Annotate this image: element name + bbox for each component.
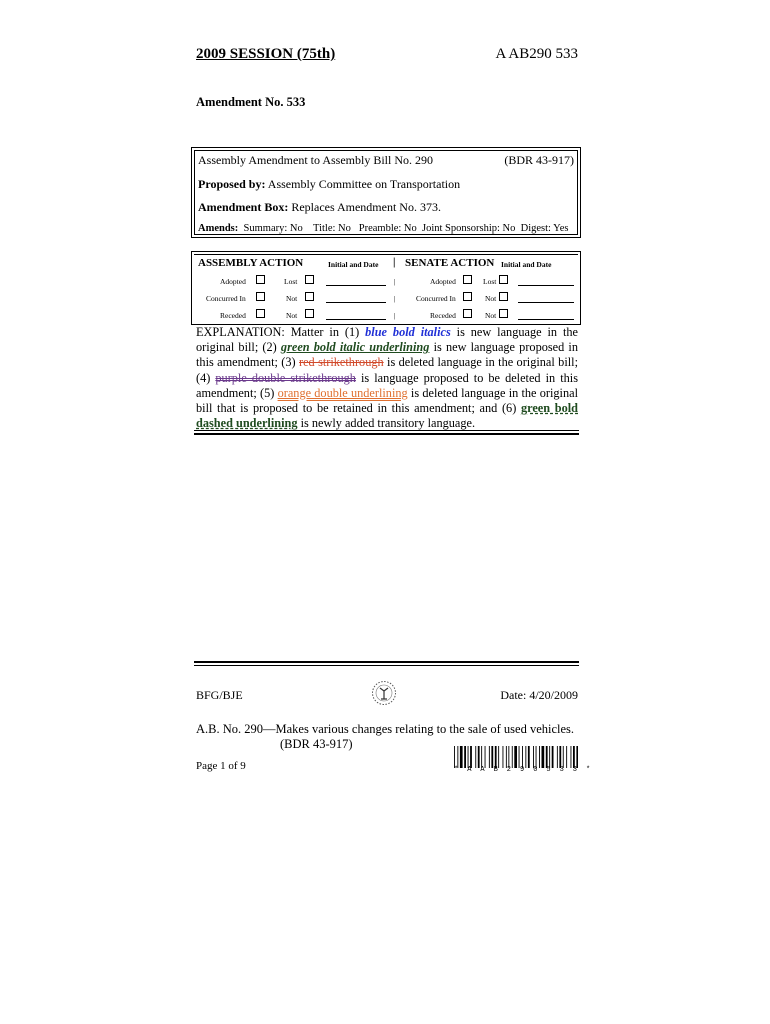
divider — [194, 433, 579, 435]
page-number: Page 1 of 9 — [196, 760, 246, 772]
senate-lost-label: Lost — [483, 277, 497, 286]
senate-not-checkbox[interactable] — [499, 309, 508, 318]
assembly-action-heading: ASSEMBLY ACTION — [198, 257, 304, 269]
green-dashed-underline-sample: green bold dashed underlining — [196, 401, 578, 431]
assembly-receded-checkbox[interactable] — [256, 309, 265, 318]
assembly-adopted-checkbox[interactable] — [256, 275, 265, 284]
purple-double-strike-sample: purple double strikethrough — [215, 370, 356, 385]
assembly-receded-label: Receded — [220, 311, 246, 320]
divider — [194, 661, 579, 663]
senate-concurred-label: Concurred In — [416, 294, 456, 303]
footer-bdr: (BDR 43-917) — [280, 737, 353, 751]
senate-initial-date: Initial and Date — [501, 260, 552, 269]
senate-action-heading: SENATE ACTION — [405, 257, 495, 269]
assembly-lost-label: Lost — [284, 277, 298, 286]
explanation-paragraph: EXPLANATION: Matter in (1) blue bold italics is new language in the original bill; (2) green bold italic underlining is new language proposed in this amendment; (3) red strikethrough is deleted language in the original bill; (4) purple double strikethrough is language proposed to be deleted in this amendment; (5) orange double underlining is deleted language in the original bill that is proposed to be retained in this amendment; and (6) green bold dashed underlining is newly added transitory language. — [196, 325, 579, 431]
senate-not-checkbox[interactable] — [499, 292, 508, 301]
assembly-not-checkbox[interactable] — [305, 309, 314, 318]
assembly-not-label: Not — [286, 311, 298, 320]
senate-lost-checkbox[interactable] — [499, 275, 508, 284]
bdr-number: (BDR 43-917) — [504, 153, 574, 167]
barcode-text: * A A B 2 9 0 5 3 3 * — [454, 766, 593, 774]
row-separator: | — [394, 294, 396, 303]
column-separator: | — [393, 256, 396, 268]
senate-adopted-label: Adopted — [430, 277, 456, 286]
red-strikethrough-sample: red strikethrough — [299, 355, 384, 370]
assembly-not-checkbox[interactable] — [305, 292, 314, 301]
divider — [194, 665, 579, 666]
bill-summary: A.B. No. 290—Makes various changes relating to the sale of used vehicles. — [196, 722, 575, 736]
amendment-number: Amendment No. 533 — [196, 95, 306, 109]
senate-adopted-checkbox[interactable] — [463, 275, 472, 284]
assembly-not-label: Not — [286, 294, 298, 303]
assembly-initial-field[interactable] — [326, 302, 386, 303]
barcode-icon — [454, 746, 578, 768]
assembly-concurred-label: Concurred In — [206, 294, 246, 303]
senate-not-label: Not — [485, 311, 497, 320]
action-table — [191, 251, 581, 325]
row-separator: | — [394, 277, 396, 286]
assembly-initial-field[interactable] — [326, 319, 386, 320]
senate-not-label: Not — [485, 294, 497, 303]
senate-receded-checkbox[interactable] — [463, 309, 472, 318]
divider — [194, 430, 579, 431]
senate-initial-field[interactable] — [518, 285, 574, 286]
amendment-box-line: Amendment Box: Replaces Amendment No. 373. — [198, 200, 441, 214]
orange-double-underline-sample: orange double underlining — [277, 385, 408, 400]
senate-initial-field[interactable] — [518, 319, 574, 320]
assembly-initial-field[interactable] — [326, 285, 386, 286]
senate-initial-field[interactable] — [518, 302, 574, 303]
document-code: A AB290 533 — [495, 46, 578, 62]
assembly-concurred-checkbox[interactable] — [256, 292, 265, 301]
row-separator: | — [394, 311, 396, 320]
amends-line: Amends: Summary: No Title: No Preamble: No Joint Sponsorship: No Digest: Yes — [198, 223, 569, 234]
state-seal-icon — [371, 680, 397, 706]
senate-receded-label: Receded — [430, 311, 456, 320]
proposed-by-line: Proposed by: Assembly Committee on Transportation — [198, 177, 461, 191]
assembly-adopted-label: Adopted — [220, 277, 246, 286]
senate-concurred-checkbox[interactable] — [463, 292, 472, 301]
blue-bold-italics-sample: blue bold italics — [365, 325, 451, 339]
initials: BFG/BJE — [196, 688, 243, 702]
assembly-initial-date: Initial and Date — [328, 260, 379, 269]
amendment-info-box — [191, 147, 581, 238]
document-date: Date: 4/20/2009 — [500, 688, 578, 702]
green-underline-sample: green bold italic underlining — [280, 340, 430, 355]
assembly-lost-checkbox[interactable] — [305, 275, 314, 284]
amendment-title: Assembly Amendment to Assembly Bill No. 290 — [198, 153, 434, 167]
session-header: 2009 SESSION (75th) — [196, 46, 336, 62]
